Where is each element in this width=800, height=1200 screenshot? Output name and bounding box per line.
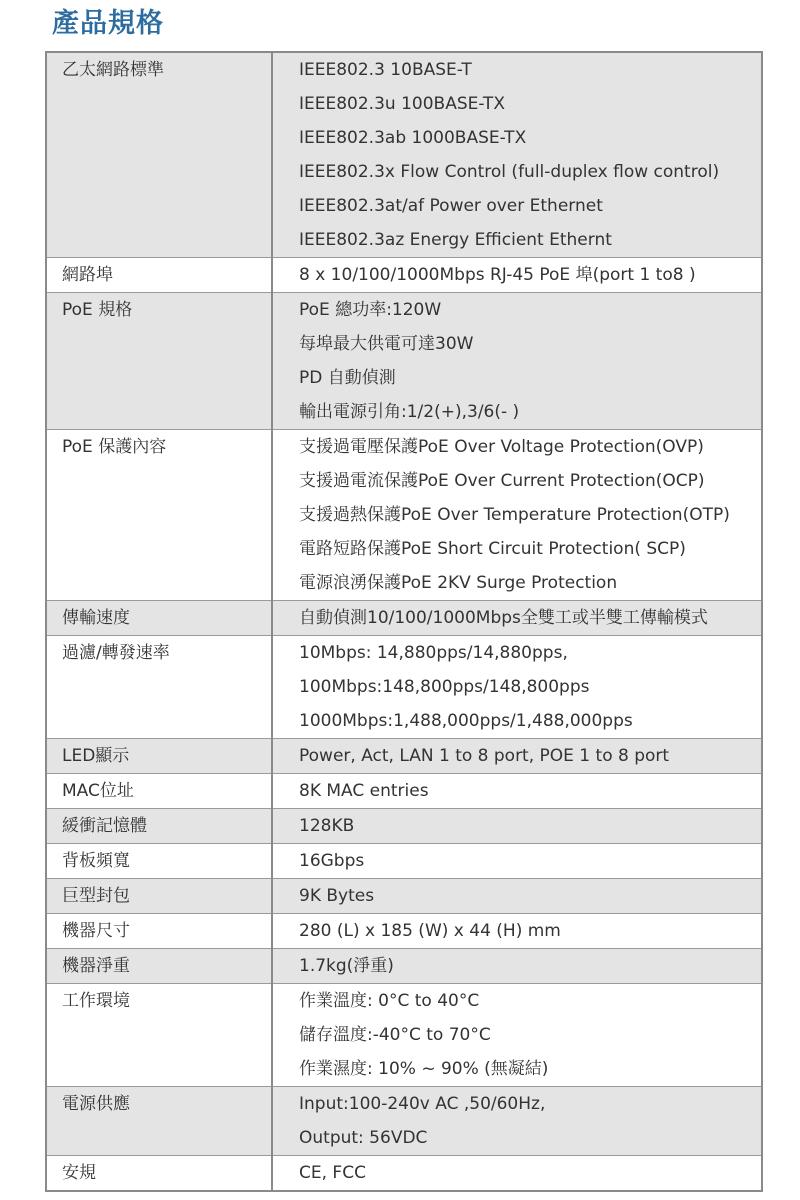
spec-label: 乙太網路標準 <box>46 52 272 258</box>
spec-row <box>46 601 762 636</box>
spec-value-line: 輸出電源引角:1/2(+),3/6(- ) <box>299 402 520 422</box>
spec-value <box>272 739 762 774</box>
spec-value-line: IEEE802.3az Energy Efficient Ethernt <box>299 230 612 250</box>
spec-value-line: IEEE802.3u 100BASE-TX <box>299 94 505 114</box>
spec-row <box>46 258 762 293</box>
page-title: 產品規格 <box>52 8 164 39</box>
spec-value-line: 100Mbps:148,800pps/148,800pps <box>299 677 590 697</box>
spec-label: 安規 <box>46 1156 272 1192</box>
spec-value-line: 1000Mbps:1,488,000pps/1,488,000pps <box>299 711 633 731</box>
spec-value-line: 作業濕度: 10% ~ 90% (無凝結) <box>299 1059 549 1079</box>
spec-value <box>272 844 762 879</box>
spec-row <box>46 739 762 774</box>
spec-value-line: 支援過電流保護PoE Over Current Protection(OCP) <box>299 471 705 491</box>
spec-value-line: IEEE802.3at/af Power over Ethernet <box>299 196 603 216</box>
spec-value-line: 支援過熱保護PoE Over Temperature Protection(OTP) <box>299 505 730 525</box>
spec-value <box>272 914 762 949</box>
spec-label: 巨型封包 <box>46 879 272 914</box>
spec-value-line: Output: 56VDC <box>299 1128 428 1148</box>
spec-value <box>272 879 762 914</box>
spec-row <box>46 430 762 601</box>
spec-label: 背板頻寬 <box>46 844 272 879</box>
spec-value <box>272 636 762 739</box>
spec-value-line: PoE 總功率:120W <box>299 300 442 320</box>
spec-row <box>46 984 762 1087</box>
spec-table-body <box>46 52 762 1191</box>
spec-value-line: 儲存溫度:-40°C to 70°C <box>299 1025 491 1045</box>
spec-value-line: 10Mbps: 14,880pps/14,880pps, <box>299 643 568 663</box>
spec-row <box>46 879 762 914</box>
spec-row <box>46 52 762 258</box>
spec-table <box>45 51 763 1192</box>
spec-value-line: 8K MAC entries <box>299 781 429 801</box>
spec-value <box>272 949 762 984</box>
spec-value-line: 16Gbps <box>299 851 365 871</box>
spec-value <box>272 774 762 809</box>
spec-row <box>46 1156 762 1192</box>
spec-value-line: 電源浪湧保護PoE 2KV Surge Protection <box>299 573 618 593</box>
spec-row <box>46 1087 762 1156</box>
spec-label: 電源供應 <box>46 1087 272 1156</box>
spec-value-line: 電路短路保護PoE Short Circuit Protection( SCP) <box>299 539 686 559</box>
spec-label: 機器尺寸 <box>46 914 272 949</box>
spec-value-line: PD 自動偵測 <box>299 368 396 388</box>
spec-row <box>46 809 762 844</box>
spec-label: 工作環境 <box>46 984 272 1087</box>
spec-label: PoE 規格 <box>46 293 272 430</box>
spec-value-line: 每埠最大供電可達30W <box>299 334 474 354</box>
spec-label: 傳輸速度 <box>46 601 272 636</box>
spec-value-line: IEEE802.3ab 1000BASE-TX <box>299 128 527 148</box>
spec-row <box>46 774 762 809</box>
spec-value-line: 128KB <box>299 816 355 836</box>
spec-row <box>46 636 762 739</box>
spec-value <box>272 1087 762 1156</box>
spec-value <box>272 258 762 293</box>
spec-value-line: 8 x 10/100/1000Mbps RJ-45 PoE 埠(port 1 to8 ) <box>299 265 696 285</box>
spec-value <box>272 601 762 636</box>
spec-value-line: IEEE802.3 10BASE-T <box>299 60 472 80</box>
spec-label: LED顯示 <box>46 739 272 774</box>
spec-label: PoE 保護內容 <box>46 430 272 601</box>
spec-value-line: 自動偵測10/100/1000Mbps全雙工或半雙工傳輸模式 <box>299 608 708 628</box>
spec-label: 過濾/轉發速率 <box>46 636 272 739</box>
spec-value-line: Power, Act, LAN 1 to 8 port, POE 1 to 8 port <box>299 746 670 766</box>
spec-value-line: CE, FCC <box>299 1163 366 1183</box>
spec-value-line: IEEE802.3x Flow Control (full-duplex flow control) <box>299 162 720 182</box>
spec-value-line: 作業溫度: 0°C to 40°C <box>299 991 480 1011</box>
spec-value <box>272 52 762 258</box>
spec-value <box>272 430 762 601</box>
spec-row <box>46 914 762 949</box>
spec-row <box>46 844 762 879</box>
spec-label: 機器淨重 <box>46 949 272 984</box>
spec-label: MAC位址 <box>46 774 272 809</box>
spec-value-line: Input:100-240v AC ,50/60Hz, <box>299 1094 546 1114</box>
spec-label: 緩衝記憶體 <box>46 809 272 844</box>
spec-value <box>272 1156 762 1192</box>
spec-value <box>272 809 762 844</box>
spec-value-line: 支援過電壓保護PoE Over Voltage Protection(OVP) <box>299 437 704 457</box>
spec-value <box>272 984 762 1087</box>
spec-value-line: 9K Bytes <box>299 886 375 906</box>
spec-row <box>46 293 762 430</box>
spec-value-line: 1.7kg(淨重) <box>299 956 394 976</box>
spec-value-line: 280 (L) x 185 (W) x 44 (H) mm <box>299 921 561 941</box>
spec-row <box>46 949 762 984</box>
spec-label: 網路埠 <box>46 258 272 293</box>
spec-value <box>272 293 762 430</box>
